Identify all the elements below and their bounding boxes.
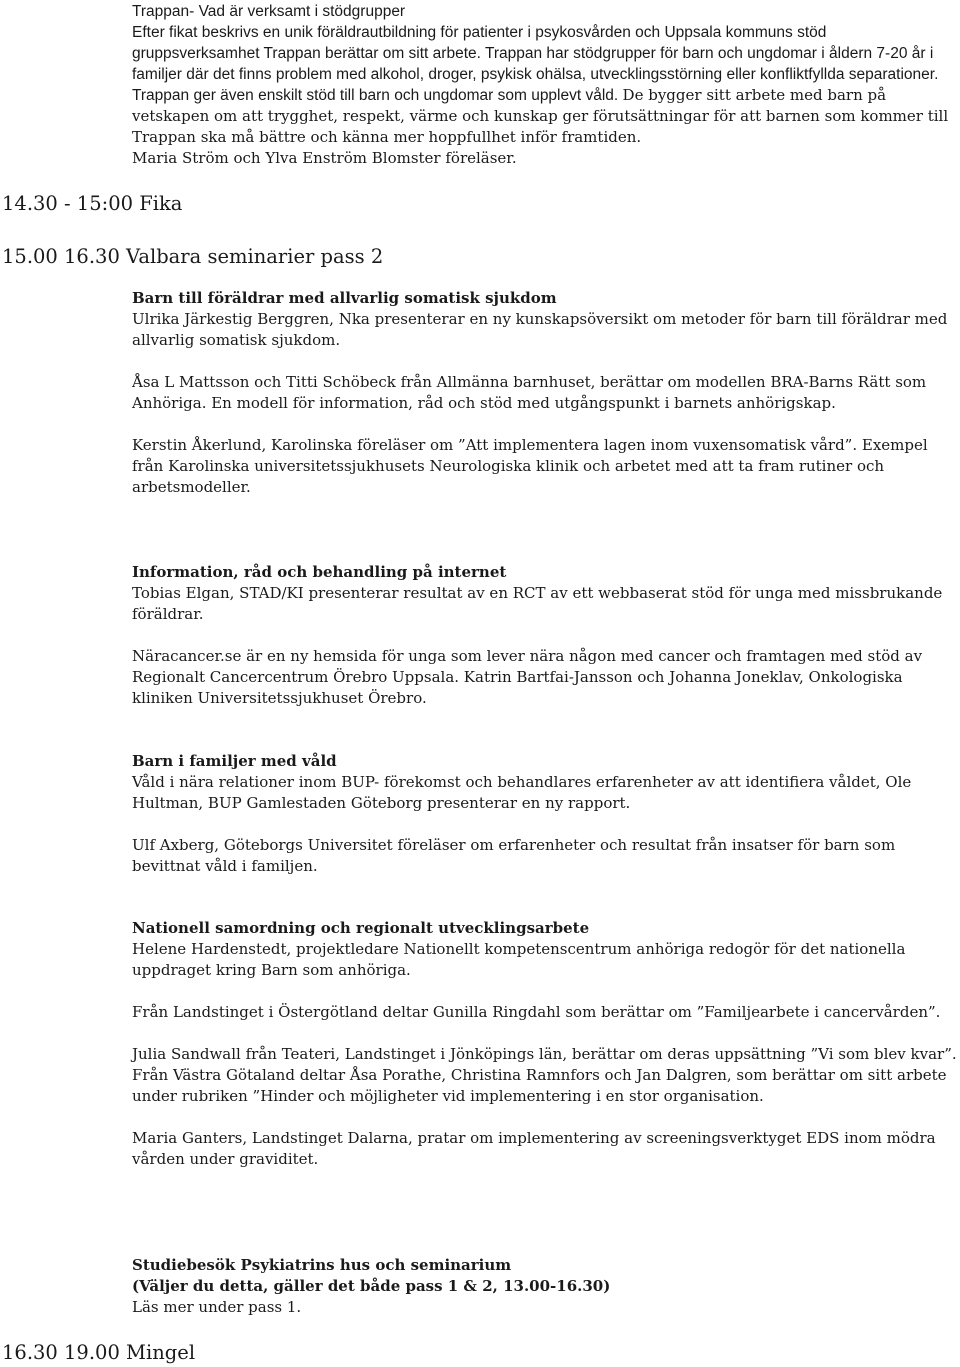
seminar-paragraph: Ulf Axberg, Göteborgs Universitet föreläser om erfarenheter och resultat från insatser för barn som bevittnat våld i familjen. [132,836,896,875]
trappan-section [132,1,958,169]
seminar-internet [132,562,958,709]
seminar-paragraph: Helene Hardenstedt, projektledare Nationellt kompetenscentrum anhöriga redogör för det nationella uppdraget kring Barn som anhöriga. [132,940,906,979]
seminar-nationell [132,918,958,1170]
seminar-paragraph: Från Västra Götaland deltar Åsa Porathe, Christina Ramnfors och Jan Dalgren, som berättar om sitt arbete under rubriken ”Hinder och möjligheter vid implementering i en stor organisation. [132,1066,947,1105]
seminar-paragraph: Från Landstinget i Östergötland deltar Gunilla Ringdahl som berättar om ”Familjearbete i cancervården”. [132,1003,941,1021]
seminar-paragraph: Tobias Elgan, STAD/KI presenterar resultat av en RCT av ett webbaserat stöd för unga med missbrukande föräldrar. [132,584,943,623]
trappan-description-serif: De bygger sitt arbete med barn på vetskapen om att trygghet, respekt, värme och kunskap ger förutsättningar för att barnen som kommer till Trappan ska må bättre och känna mer hoppfullhet inför framtiden. [132,86,949,146]
time-mingel: 16.30 19.00 Mingel [2,1341,196,1364]
seminar-somatisk [132,288,958,498]
seminar-paragraph: Våld i nära relationer inom BUP- förekomst och behandlares erfarenheter av att identifiera våldet, Ole Hultman, BUP Gamlestaden Göteborg presenterar en ny rapport. [132,773,912,812]
seminar-studiebesok [132,1255,958,1318]
time-fika: 14.30 - 15:00 Fika [2,192,183,215]
trappan-speakers: Maria Ström och Ylva Enström Blomster föreläser. [132,149,517,167]
seminar-vald [132,751,958,877]
trappan-heading: Trappan- Vad är verksamt i stödgrupper [132,3,406,20]
seminar-title: Information, råd och behandling på internet [132,563,507,581]
seminar-paragraph: Julia Sandwall från Teateri, Landstinget i Jönköpings län, berättar om deras uppsättning ”Vi som blev kvar”. [132,1045,957,1063]
seminar-paragraph: Maria Ganters, Landstinget Dalarna, pratar om implementering av screeningsverktyget EDS inom mödra vården under graviditet. [132,1129,936,1168]
seminar-paragraph: Åsa L Mattsson och Titti Schöbeck från Allmänna barnhuset, berättar om modellen BRA-Barns Rätt som Anhöriga. En modell för information, råd och stöd med utgångspunkt i barnets anhörigskap. [132,373,927,412]
seminar-paragraph: Ulrika Järkestig Berggren, Nka presenterar en ny kunskapsöversikt om metoder för barn till föräldrar med allvarlig somatisk sjukdom. [132,310,948,349]
seminar-paragraph: Läs mer under pass 1. [132,1298,302,1316]
time-seminarier: 15.00 16.30 Valbara seminarier pass 2 [2,245,384,268]
trappan-description [132,22,958,148]
seminar-title: Studiebesök Psykiatrins hus och seminarium [132,1256,512,1274]
seminar-title: Nationell samordning och regionalt utvecklingsarbete [132,919,590,937]
trappan-description-sans: Efter fikat beskrivs en unik föräldrautbildning för patienter i psykosvården och Uppsala kommuns stöd gruppsverksamhet Trappan berättar om sitt arbete. Trappan har stödgrupper för barn och ungdomar i åldern 7-20 år i familjer där det finns problem med alkohol, droger, psykisk ohälsa, utvecklingsstörning eller konfliktfyllda separationer. Trappan ger även enskilt stöd till barn och ungdomar som upplevt våld. [132,24,939,104]
seminar-paragraph: Kerstin Åkerlund, Karolinska föreläser om ”Att implementera lagen inom vuxensomatisk vård”. Exempel från Karolinska universitetssjukhusets Neurologiska klinik och arbetet med att ta fram rutiner och arbetsmodeller. [132,436,928,496]
seminar-title: Barn i familjer med våld [132,752,337,770]
seminar-paragraph: Näracancer.se är en ny hemsida för unga som lever nära någon med cancer och framtagen med stöd av Regionalt Cancercentrum Örebro Uppsala. Katrin Bartfai-Jansson och Johanna Joneklav, Onkologiska kliniken Universitetssjukhuset Örebro. [132,647,923,707]
seminar-title: Barn till föräldrar med allvarlig somatisk sjukdom [132,289,557,307]
seminar-subtitle: (Väljer du detta, gäller det både pass 1 & 2, 13.00-16.30) [132,1277,611,1295]
